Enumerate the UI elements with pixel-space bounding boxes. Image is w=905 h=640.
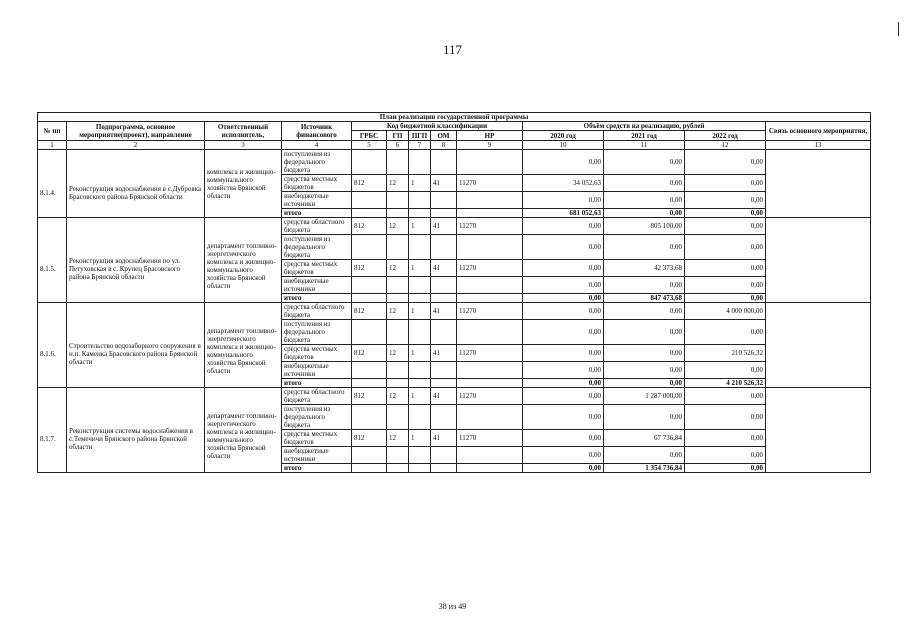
code-gp: 12	[387, 175, 409, 192]
table-body	[38, 150, 871, 473]
amount-2021: 1 287 000,00	[604, 388, 685, 405]
funding-source: внебюджетные источники	[282, 277, 352, 294]
code-om: 41	[431, 175, 457, 192]
code-nr	[457, 192, 523, 209]
amount-2020: 0,00	[523, 345, 604, 362]
col-pgp: ПГП	[409, 131, 431, 141]
code-nr: 11270	[457, 430, 523, 447]
activity-name: Реконструкция водоснабжения по ул. Петуховская в с. Крупец Брасовского района Брянской области	[67, 218, 205, 303]
column-number: 6	[387, 141, 409, 150]
page-number: 117	[442, 42, 463, 57]
code-nr: 11270	[457, 303, 523, 320]
amount-2020: 0,00	[523, 447, 604, 464]
amount-2022: 0,00	[685, 260, 766, 277]
code-om	[431, 277, 457, 294]
amount-2022: 4 000 000,00	[685, 303, 766, 320]
total-empty	[387, 379, 409, 388]
total-2021: 847 473,68	[604, 294, 685, 303]
funding-source: внебюджетные источники	[282, 192, 352, 209]
code-gp: 12	[387, 218, 409, 235]
responsible-executor: департамент топливно-энергетического комплекса и жилищно-коммунального хозяйства Брянской области	[205, 218, 282, 303]
code-grbs	[352, 320, 387, 345]
responsible-executor: департамент топливно-энергетического комплекса и жилищно-коммунального хозяйства Брянской области	[205, 303, 282, 388]
code-pgp	[409, 320, 431, 345]
total-2021: 0,00	[604, 209, 685, 218]
col-grbs: ГРБС	[352, 131, 387, 141]
funding-source: средства областного бюджета	[282, 388, 352, 405]
column-number: 10	[523, 141, 604, 150]
funding-source: средства областного бюджета	[282, 218, 352, 235]
amount-2020: 0,00	[523, 362, 604, 379]
total-2021: 1 354 736,84	[604, 464, 685, 473]
code-grbs: 812	[352, 430, 387, 447]
column-number: 7	[409, 141, 431, 150]
total-empty	[387, 209, 409, 218]
total-2020: 0,00	[523, 379, 604, 388]
amount-2021: 0,00	[604, 235, 685, 260]
amount-2020: 0,00	[523, 303, 604, 320]
total-2022: 0,00	[685, 294, 766, 303]
total-label: итого	[282, 379, 352, 388]
table-row	[38, 218, 871, 235]
amount-2022: 0,00	[685, 192, 766, 209]
total-empty	[352, 464, 387, 473]
col-budget-code: Код бюджетной классификации	[352, 122, 523, 131]
column-number: 12	[685, 141, 766, 150]
code-pgp: 1	[409, 388, 431, 405]
total-empty	[352, 294, 387, 303]
activity-link	[766, 388, 871, 473]
code-nr	[457, 235, 523, 260]
amount-2022: 0,00	[685, 150, 766, 175]
program-plan-table	[37, 112, 871, 473]
code-grbs	[352, 150, 387, 175]
code-gp: 12	[387, 388, 409, 405]
amount-2021: 0,00	[604, 192, 685, 209]
code-gp	[387, 192, 409, 209]
amount-2021: 0,00	[604, 175, 685, 192]
total-empty	[409, 464, 431, 473]
amount-2020: 0,00	[523, 388, 604, 405]
code-gp: 12	[387, 303, 409, 320]
code-om: 41	[431, 388, 457, 405]
amount-2022: 0,00	[685, 430, 766, 447]
amount-2021: 0,00	[604, 405, 685, 430]
total-empty	[409, 209, 431, 218]
total-empty	[431, 294, 457, 303]
code-om: 41	[431, 345, 457, 362]
table-header	[38, 113, 871, 150]
amount-2022: 0,00	[685, 175, 766, 192]
code-om: 41	[431, 430, 457, 447]
total-empty	[457, 209, 523, 218]
funding-source: внебюджетные источники	[282, 362, 352, 379]
code-pgp: 1	[409, 303, 431, 320]
code-pgp	[409, 150, 431, 175]
amount-2022: 210 526,32	[685, 345, 766, 362]
total-empty	[352, 209, 387, 218]
code-pgp	[409, 362, 431, 379]
total-2021: 0,00	[604, 379, 685, 388]
code-nr: 11270	[457, 218, 523, 235]
col-source: Источник финансового	[282, 122, 352, 141]
col-subprogram: Подпрограмма, основное мероприятие(проект), направление	[67, 122, 205, 141]
activity-name: Строительство водозаборного сооружения в н.п. Каменка Брасовского района Брянской области	[67, 303, 205, 388]
table-row	[38, 303, 871, 320]
amount-2020: 34 052,63	[523, 175, 604, 192]
funding-source: средства областного бюджета	[282, 303, 352, 320]
funding-source: средства местных бюджетов	[282, 260, 352, 277]
code-nr: 11270	[457, 388, 523, 405]
activity-code: 8.1.5.	[38, 218, 67, 303]
plan-title: План реализации государственной программы	[38, 113, 871, 122]
total-2020: 0,00	[523, 294, 604, 303]
amount-2022: 0,00	[685, 405, 766, 430]
code-grbs	[352, 362, 387, 379]
activity-name: Реконструкция водоснабжения в с.Дубровка Брасовского района Брянской области	[67, 150, 205, 218]
col-om: ОМ	[431, 131, 457, 141]
code-om	[431, 320, 457, 345]
code-gp	[387, 447, 409, 464]
code-nr	[457, 447, 523, 464]
code-grbs: 812	[352, 218, 387, 235]
code-pgp: 1	[409, 175, 431, 192]
activity-code: 8.1.6.	[38, 303, 67, 388]
total-empty	[457, 464, 523, 473]
code-nr	[457, 320, 523, 345]
total-2022: 0,00	[685, 209, 766, 218]
funding-source: поступления из федерального бюджета	[282, 405, 352, 430]
code-gp: 12	[387, 430, 409, 447]
code-pgp	[409, 447, 431, 464]
code-om	[431, 192, 457, 209]
code-om: 41	[431, 260, 457, 277]
code-gp	[387, 405, 409, 430]
column-numbers-row	[38, 141, 871, 150]
total-empty	[409, 379, 431, 388]
activity-code: 8.1.7.	[38, 388, 67, 473]
code-pgp	[409, 405, 431, 430]
code-om: 41	[431, 218, 457, 235]
code-gp	[387, 150, 409, 175]
amount-2020: 0,00	[523, 260, 604, 277]
code-gp	[387, 277, 409, 294]
funding-source: внебюджетные источники	[282, 447, 352, 464]
amount-2020: 0,00	[523, 192, 604, 209]
code-nr: 11270	[457, 175, 523, 192]
table-row	[38, 150, 871, 175]
column-number: 9	[457, 141, 523, 150]
amount-2020: 0,00	[523, 405, 604, 430]
funding-source: средства местных бюджетов	[282, 430, 352, 447]
code-grbs	[352, 447, 387, 464]
total-label: итого	[282, 294, 352, 303]
amount-2021: 0,00	[604, 303, 685, 320]
funding-source: средства местных бюджетов	[282, 175, 352, 192]
code-pgp: 1	[409, 218, 431, 235]
col-funds: Объём средств на реализацию, рублей	[523, 122, 766, 131]
total-2020: 0,00	[523, 464, 604, 473]
total-empty	[409, 294, 431, 303]
amount-2021: 805 100,00	[604, 218, 685, 235]
col-gp: ГП	[387, 131, 409, 141]
page-footer: 38 из 49	[438, 602, 467, 611]
col-responsible: Ответственный исполнитель,	[205, 122, 282, 141]
col-nr: НР	[457, 131, 523, 141]
total-empty	[457, 379, 523, 388]
code-om	[431, 362, 457, 379]
total-label: итого	[282, 209, 352, 218]
amount-2021: 0,00	[604, 150, 685, 175]
column-number: 4	[282, 141, 352, 150]
responsible-executor: комплекса и жилищно-коммунального хозяйства Брянской области	[205, 150, 282, 218]
code-grbs: 812	[352, 175, 387, 192]
total-empty	[457, 294, 523, 303]
amount-2022: 0,00	[685, 235, 766, 260]
code-om	[431, 405, 457, 430]
amount-2020: 0,00	[523, 277, 604, 294]
total-empty	[431, 379, 457, 388]
total-empty	[387, 464, 409, 473]
funding-source: средства местных бюджетов	[282, 345, 352, 362]
code-gp: 12	[387, 345, 409, 362]
column-number: 8	[431, 141, 457, 150]
code-grbs: 812	[352, 345, 387, 362]
code-grbs: 812	[352, 303, 387, 320]
activity-link	[766, 218, 871, 303]
table-row	[38, 388, 871, 405]
column-number: 2	[67, 141, 205, 150]
amount-2022: 0,00	[685, 320, 766, 345]
activity-link	[766, 303, 871, 388]
amount-2021: 0,00	[604, 362, 685, 379]
col-link: Связь основного мероприятия,	[766, 122, 871, 141]
code-grbs: 812	[352, 260, 387, 277]
funding-source: поступления из федерального бюджета	[282, 320, 352, 345]
code-om	[431, 447, 457, 464]
amount-2021: 0,00	[604, 320, 685, 345]
amount-2021: 0,00	[604, 447, 685, 464]
activity-code: 8.1.4.	[38, 150, 67, 218]
amount-2020: 0,00	[523, 218, 604, 235]
total-empty	[431, 209, 457, 218]
col-no: № пп	[38, 122, 67, 141]
amount-2021: 42 373,68	[604, 260, 685, 277]
code-gp	[387, 235, 409, 260]
total-empty	[431, 464, 457, 473]
responsible-executor: департамент топливно-энергетического комплекса и жилищно-коммунального хозяйства Брянской области	[205, 388, 282, 473]
column-number: 13	[766, 141, 871, 150]
amount-2022: 0,00	[685, 388, 766, 405]
column-number: 3	[205, 141, 282, 150]
code-gp: 12	[387, 260, 409, 277]
col-2020: 2020 год	[523, 131, 604, 141]
total-empty	[352, 379, 387, 388]
code-gp	[387, 362, 409, 379]
code-pgp	[409, 277, 431, 294]
total-2022: 0,00	[685, 464, 766, 473]
code-om: 41	[431, 303, 457, 320]
column-number: 5	[352, 141, 387, 150]
amount-2020: 0,00	[523, 320, 604, 345]
code-pgp: 1	[409, 430, 431, 447]
column-number: 1	[38, 141, 67, 150]
code-nr: 11270	[457, 345, 523, 362]
code-om	[431, 150, 457, 175]
code-grbs	[352, 277, 387, 294]
col-2021: 2021 год	[604, 131, 685, 141]
amount-2022: 0,00	[685, 218, 766, 235]
code-gp	[387, 320, 409, 345]
funding-source: поступления из федерального бюджета	[282, 235, 352, 260]
amount-2022: 0,00	[685, 277, 766, 294]
column-number: 11	[604, 141, 685, 150]
code-om	[431, 235, 457, 260]
code-nr: 11270	[457, 260, 523, 277]
activity-name: Реконструкция системы водоснабжения в с.Темечичи Брянского района Брянской области	[67, 388, 205, 473]
col-2022: 2022 год	[685, 131, 766, 141]
code-nr	[457, 277, 523, 294]
code-grbs	[352, 235, 387, 260]
code-nr	[457, 405, 523, 430]
code-pgp	[409, 235, 431, 260]
code-pgp: 1	[409, 260, 431, 277]
amount-2021: 0,00	[604, 345, 685, 362]
code-grbs	[352, 405, 387, 430]
code-grbs: 812	[352, 388, 387, 405]
scan-edge-mark	[898, 22, 899, 36]
code-pgp	[409, 192, 431, 209]
total-2020: 681 052,63	[523, 209, 604, 218]
amount-2022: 0,00	[685, 362, 766, 379]
amount-2021: 67 736,84	[604, 430, 685, 447]
total-empty	[387, 294, 409, 303]
amount-2020: 0,00	[523, 150, 604, 175]
total-2022: 4 210 526,32	[685, 379, 766, 388]
code-pgp: 1	[409, 345, 431, 362]
amount-2021: 0,00	[604, 277, 685, 294]
amount-2020: 0,00	[523, 430, 604, 447]
amount-2020: 0,00	[523, 235, 604, 260]
code-nr	[457, 362, 523, 379]
code-nr	[457, 150, 523, 175]
activity-link	[766, 150, 871, 218]
funding-source: поступления из федерального бюджета	[282, 150, 352, 175]
code-grbs	[352, 192, 387, 209]
amount-2022: 0,00	[685, 447, 766, 464]
total-label: итого	[282, 464, 352, 473]
